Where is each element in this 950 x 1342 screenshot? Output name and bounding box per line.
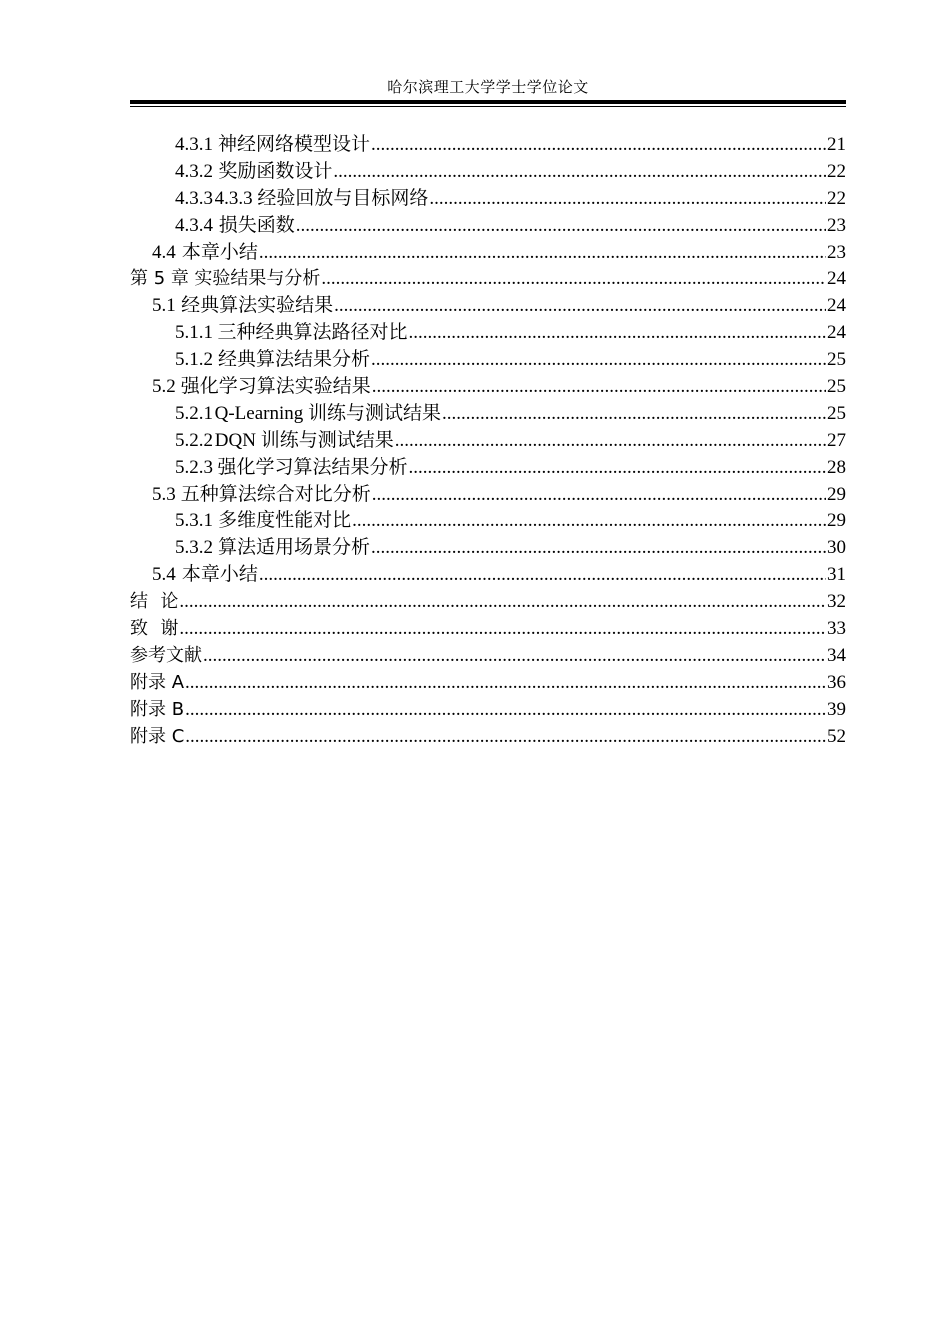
toc-entry-chapter-5[interactable] xyxy=(130,266,846,293)
toc-entry-title: 附录 A xyxy=(130,671,185,693)
toc-leader-dots xyxy=(321,266,826,293)
toc-leader-dots xyxy=(372,374,826,401)
toc-entry-title: 4.3.3 经验回放与目标网络 xyxy=(214,187,429,209)
toc-entry-number: 5.2 xyxy=(152,376,176,398)
toc-entry-page: 32 xyxy=(827,591,846,613)
toc-entry-number: 4.3.1 xyxy=(175,134,213,155)
toc-entry-number: 4.3.4 xyxy=(175,214,213,236)
toc-entry-title: 强化学习算法结果分析 xyxy=(217,456,408,478)
toc-entry-conclusion[interactable] xyxy=(130,589,846,616)
toc-leader-dots xyxy=(429,186,826,213)
toc-entry-number: 5.1.1 xyxy=(175,322,213,344)
toc-leader-dots xyxy=(371,132,826,159)
toc-entry-title: 强化学习算法实验结果 xyxy=(180,376,371,398)
toc-leader-dots xyxy=(334,293,826,320)
header-rule-thin xyxy=(130,106,846,107)
toc-entry-page: 25 xyxy=(827,376,846,398)
toc-leader-dots xyxy=(442,401,826,428)
toc-entry-acknowledgements[interactable] xyxy=(130,616,846,643)
toc-entry-number: 5.3.1 xyxy=(175,510,213,532)
toc-entry-title: 损失函数 xyxy=(218,214,295,236)
table-of-contents xyxy=(130,132,846,750)
toc-entry-title: 谢 xyxy=(160,618,179,640)
toc-entry-number: 4.3.3 xyxy=(175,187,213,209)
toc-entry-page: 22 xyxy=(827,160,846,182)
toc-entry-4-3-3[interactable] xyxy=(130,186,846,213)
toc-entry-title: 经典算法实验结果 xyxy=(181,295,334,317)
toc-entry-number: 5.2.2 xyxy=(175,429,213,451)
toc-entry-5-2-3[interactable] xyxy=(130,455,846,482)
toc-entry-number: 5.2.3 xyxy=(175,456,213,478)
toc-leader-dots xyxy=(179,616,826,643)
toc-leader-dots xyxy=(372,482,826,509)
toc-leader-dots xyxy=(179,589,826,616)
toc-entry-page: 24 xyxy=(827,322,846,344)
toc-entry-title: 多维度性能对比 xyxy=(218,510,352,532)
toc-entry-number: 结 xyxy=(130,591,148,613)
toc-leader-dots xyxy=(395,428,826,455)
toc-entry-page: 27 xyxy=(827,429,846,451)
toc-leader-dots xyxy=(203,643,826,670)
toc-entry-page: 25 xyxy=(827,349,846,371)
toc-entry-number: 5.1 xyxy=(152,295,176,317)
toc-entry-5-4[interactable] xyxy=(130,562,846,589)
toc-entry-5-1-1[interactable] xyxy=(130,320,846,347)
toc-leader-dots xyxy=(333,159,826,186)
toc-entry-number: 4.4 xyxy=(152,241,176,263)
toc-entry-title: DQN 训练与测试结果 xyxy=(214,429,394,451)
toc-entry-title: 三种经典算法路径对比 xyxy=(217,322,408,344)
toc-entry-number: 5.3.2 xyxy=(175,537,213,559)
toc-entry-title: 本章小结 xyxy=(181,564,258,586)
toc-leader-dots xyxy=(296,213,826,240)
toc-entry-title: 经典算法结果分析 xyxy=(217,349,370,371)
toc-entry-5-3-1[interactable] xyxy=(130,508,846,535)
toc-entry-page: 36 xyxy=(827,671,846,693)
toc-entry-number: 5.1.2 xyxy=(175,349,213,371)
toc-leader-dots xyxy=(371,535,826,562)
toc-entry-page: 33 xyxy=(827,618,846,640)
toc-entry-4-3-1[interactable] xyxy=(130,132,846,159)
running-header: 哈尔滨理工大学学士学位论文 xyxy=(387,80,589,96)
toc-leader-dots xyxy=(259,240,826,267)
toc-entry-page: 28 xyxy=(827,456,846,478)
toc-entry-number: 致 xyxy=(130,618,148,640)
toc-entry-page: 29 xyxy=(827,510,846,532)
toc-entry-5-3-2[interactable] xyxy=(130,535,846,562)
toc-entry-number: 5.3 xyxy=(152,483,176,505)
toc-entry-page: 23 xyxy=(827,214,846,236)
toc-entry-title: 论 xyxy=(160,591,179,613)
toc-leader-dots xyxy=(185,724,826,751)
toc-entry-4-3-2[interactable] xyxy=(130,159,846,186)
toc-entry-page: 22 xyxy=(827,187,846,209)
toc-entry-page: 29 xyxy=(827,483,846,505)
toc-entry-page: 21 xyxy=(827,134,846,155)
toc-entry-number: 第 5 章 xyxy=(130,268,189,290)
toc-entry-number: 5.4 xyxy=(152,564,176,586)
toc-entry-title: 算法适用场景分析 xyxy=(217,537,370,559)
toc-entry-4-3-4[interactable] xyxy=(130,213,846,240)
toc-leader-dots xyxy=(352,508,826,535)
toc-leader-dots xyxy=(185,670,826,697)
toc-entry-page: 30 xyxy=(827,537,846,559)
toc-entry-page: 23 xyxy=(827,241,846,263)
toc-entry-title: 五种算法综合对比分析 xyxy=(180,483,371,505)
toc-entry-4-4[interactable] xyxy=(130,240,846,267)
toc-entry-appendix-b[interactable] xyxy=(130,697,846,724)
toc-entry-references[interactable] xyxy=(130,643,846,670)
toc-entry-number: 5.2.1 xyxy=(175,402,213,424)
toc-entry-appendix-a[interactable] xyxy=(130,670,846,697)
toc-entry-title: Q-Learning 训练与测试结果 xyxy=(214,402,441,424)
toc-entry-title: 附录 B xyxy=(130,698,185,720)
header-rule-thick xyxy=(130,100,846,104)
toc-entry-page: 24 xyxy=(827,268,846,290)
toc-leader-dots xyxy=(409,320,826,347)
toc-leader-dots xyxy=(371,347,826,374)
toc-entry-5-2-1[interactable] xyxy=(130,401,846,428)
toc-entry-5-1-2[interactable] xyxy=(130,347,846,374)
toc-entry-page: 39 xyxy=(827,698,846,720)
toc-entry-5-2[interactable] xyxy=(130,374,846,401)
toc-entry-page: 24 xyxy=(827,295,846,317)
toc-entry-5-1[interactable] xyxy=(130,293,846,320)
toc-entry-title: 参考文献 xyxy=(130,644,202,666)
toc-entry-title: 附录 C xyxy=(130,725,185,747)
toc-leader-dots xyxy=(185,697,826,724)
toc-leader-dots xyxy=(259,562,826,589)
toc-entry-title: 本章小结 xyxy=(181,241,258,263)
toc-entry-page: 52 xyxy=(827,725,846,747)
toc-entry-page: 31 xyxy=(827,564,846,586)
toc-leader-dots xyxy=(409,455,826,482)
toc-entry-page: 34 xyxy=(827,644,846,666)
toc-entry-title: 奖励函数设计 xyxy=(218,160,333,182)
toc-entry-appendix-c[interactable] xyxy=(130,724,846,751)
toc-entry-page: 25 xyxy=(827,402,846,424)
toc-entry-title: 神经网络模型设计 xyxy=(217,134,370,155)
toc-entry-title: 实验结果与分析 xyxy=(194,268,321,290)
toc-entry-number: 4.3.2 xyxy=(175,160,213,182)
toc-entry-5-3[interactable] xyxy=(130,482,846,509)
toc-entry-5-2-2[interactable] xyxy=(130,428,846,455)
